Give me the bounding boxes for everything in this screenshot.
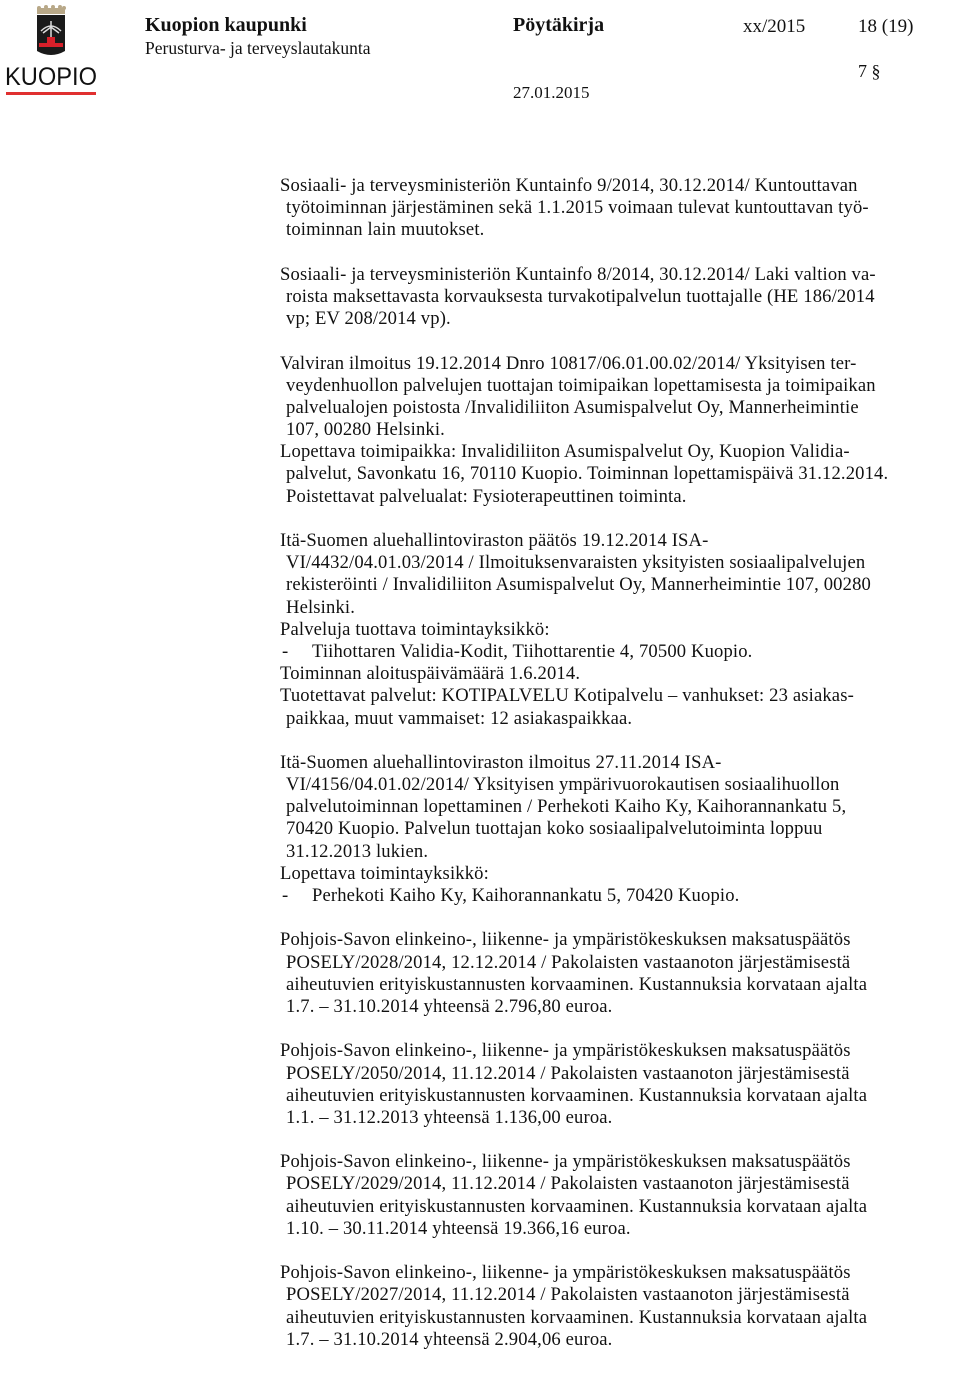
line-text: aiheutuvien erityiskustannusten korvaaminen. Kustannuksia korvataan ajalta	[286, 973, 868, 995]
text-line	[280, 774, 960, 796]
line-text: aiheutuvien erityiskustannusten korvaaminen. Kustannuksia korvataan ajalta	[286, 1195, 868, 1217]
line-text: Tiihottaren Validia-Kodit, Tiihottarentie 4, 70500 Kuopio.	[312, 640, 753, 662]
document-body	[280, 175, 960, 1373]
line-text: Sosiaali- ja terveysministeriön Kuntainfo 9/2014, 30.12.2014/ Kuntouttavan	[280, 175, 858, 196]
text-line	[280, 219, 960, 241]
paragraph	[280, 1040, 960, 1129]
text-line	[280, 419, 960, 441]
line-text: 31.12.2013 lukien.	[286, 840, 429, 862]
line-text: 1.10. – 30.11.2014 yhteensä 19.366,16 euroa.	[286, 1217, 631, 1239]
line-text: POSELY/2028/2014, 12.12.2014 / Pakolaisten vastaanoton järjestämisestä	[286, 951, 851, 973]
document-number: xx/2015	[743, 16, 806, 37]
paragraph	[280, 530, 960, 730]
text-line	[280, 1218, 960, 1240]
paragraph	[280, 175, 960, 242]
line-text: VI/4432/04.01.03/2014 / Ilmoituksenvaraisten yksityisten sosiaalipalvelujen	[286, 552, 866, 574]
text-line	[280, 1196, 960, 1218]
line-text: Helsinki.	[286, 596, 356, 618]
text-line	[280, 1040, 960, 1062]
line-text: Tuotettavat palvelut: KOTIPALVELU Kotipalvelu – vanhukset: 23 asiakas-	[280, 685, 854, 707]
paragraph	[280, 752, 960, 907]
text-line	[280, 818, 960, 840]
text-line	[280, 752, 960, 774]
list-dash: -	[282, 885, 289, 906]
text-line	[280, 1151, 960, 1173]
list-dash: -	[282, 640, 289, 662]
paragraph	[280, 1151, 960, 1240]
text-line	[280, 286, 960, 308]
list-item	[280, 641, 960, 663]
line-text: Lopettava toimipaikka: Invalidiliiton Asumispalvelut Oy, Kuopion Validia-	[280, 441, 850, 463]
text-line	[280, 1329, 960, 1351]
line-text: 1.7. – 31.10.2014 yhteensä 2.904,06 euroa.	[286, 1328, 613, 1350]
text-line	[280, 353, 960, 375]
text-line	[280, 708, 960, 730]
line-text: Pohjois-Savon elinkeino-, liikenne- ja ympäristökeskuksen maksatuspäätös	[280, 1262, 851, 1284]
text-line	[280, 619, 960, 641]
line-text: POSELY/2029/2014, 11.12.2014 / Pakolaisten vastaanoton järjestämisestä	[286, 1173, 850, 1195]
line-text: Sosiaali- ja terveysministeriön Kuntainfo 8/2014, 30.12.2014/ Laki valtion va-	[280, 263, 876, 285]
line-text: vp; EV 208/2014 vp).	[286, 308, 451, 330]
paragraph	[280, 1262, 960, 1351]
organization-name: Kuopion kaupunki	[145, 14, 307, 36]
text-line	[280, 796, 960, 818]
line-text: veydenhuollon palvelujen tuottajan toimipaikan lopettamisesta ja toimipaikan	[286, 374, 876, 396]
text-line	[280, 441, 960, 463]
text-line	[280, 1085, 960, 1107]
coat-of-arms-icon	[37, 5, 66, 55]
text-line	[280, 463, 960, 485]
text-line	[280, 863, 960, 885]
text-line	[280, 397, 960, 419]
line-text: palvelualojen poistosta /Invalidiliiton Asumispalvelut Oy, Mannerheimintie	[286, 396, 859, 418]
line-text: Itä-Suomen aluehallintoviraston päätös 19.12.2014 ISA-	[280, 530, 709, 551]
text-line	[280, 1173, 960, 1195]
text-line	[280, 597, 960, 619]
text-line	[280, 1107, 960, 1129]
text-line	[280, 974, 960, 996]
line-text: Poistettavat palvelualat: Fysioterapeuttinen toiminta.	[286, 485, 687, 507]
line-text: aiheutuvien erityiskustannusten korvaaminen. Kustannuksia korvataan ajalta	[286, 1306, 868, 1328]
text-line	[280, 1284, 960, 1306]
text-line	[280, 264, 960, 286]
line-text: POSELY/2050/2014, 11.12.2014 / Pakolaisten vastaanoton järjestämisestä	[286, 1062, 850, 1084]
line-text: Toiminnan aloituspäivämäärä 1.6.2014.	[280, 663, 581, 685]
line-text: Pohjois-Savon elinkeino-, liikenne- ja ympäristökeskuksen maksatuspäätös	[280, 1040, 851, 1062]
page-number: 18 (19)	[858, 16, 914, 37]
text-line	[280, 530, 960, 552]
line-text: 70420 Kuopio. Palvelun tuottajan koko sosiaalipalvelutoiminta loppuu	[286, 818, 823, 840]
line-text: Perhekoti Kaiho Ky, Kaihorannankatu 5, 70420 Kuopio.	[312, 885, 740, 906]
text-line	[280, 841, 960, 863]
line-text: palvelutoiminnan lopettaminen / Perhekoti Kaiho Ky, Kaihorannankatu 5,	[286, 796, 847, 818]
text-line	[280, 663, 960, 685]
line-text: Lopettava toimintayksikkö:	[280, 862, 489, 884]
text-line	[280, 996, 960, 1018]
kuopio-logo	[3, 3, 99, 99]
text-line	[280, 375, 960, 397]
line-text: Valviran ilmoitus 19.12.2014 Dnro 10817/06.01.00.02/2014/ Yksityisen ter-	[280, 352, 857, 374]
document-type: Pöytäkirja	[513, 14, 605, 36]
line-text: Palveluja tuottava toimintayksikkö:	[280, 618, 550, 640]
text-line	[280, 685, 960, 707]
line-text: paikkaa, muut vammaiset: 12 asiakaspaikkaa.	[286, 707, 633, 729]
line-text: aiheutuvien erityiskustannusten korvaaminen. Kustannuksia korvataan ajalta	[286, 1084, 868, 1106]
line-text: 1.1. – 31.12.2013 yhteensä 1.136,00 euroa.	[286, 1106, 613, 1128]
svg-text:KUOPIO: KUOPIO	[5, 63, 97, 91]
text-line	[280, 175, 960, 197]
text-line	[280, 1063, 960, 1085]
line-text: 107, 00280 Helsinki.	[286, 419, 445, 441]
line-text: Itä-Suomen aluehallintoviraston ilmoitus 27.11.2014 ISA-	[280, 751, 722, 773]
section-number: 7 §	[858, 61, 881, 81]
text-line	[280, 1307, 960, 1329]
board-name: Perusturva- ja terveyslautakunta	[145, 38, 371, 58]
line-text: rekisteröinti / Invalidiliiton Asumispalvelut Oy, Mannerheimintie 107, 00280	[286, 574, 871, 596]
text-line	[280, 929, 960, 951]
line-text: Pohjois-Savon elinkeino-, liikenne- ja ympäristökeskuksen maksatuspäätös	[280, 1151, 851, 1173]
text-line	[280, 308, 960, 330]
line-text: toiminnan lain muutokset.	[286, 219, 485, 241]
meeting-date: 27.01.2015	[513, 83, 590, 102]
line-text: roista maksettavasta korvauksesta turvakotipalvelun tuottajalle (HE 186/2014	[286, 285, 875, 307]
text-line	[280, 952, 960, 974]
text-line	[280, 197, 960, 219]
list-item	[280, 885, 960, 907]
line-text: Pohjois-Savon elinkeino-, liikenne- ja ympäristökeskuksen maksatuspäätös	[280, 929, 851, 951]
text-line	[280, 552, 960, 574]
line-text: palvelut, Savonkatu 16, 70110 Kuopio. Toiminnan lopettamispäivä 31.12.2014.	[286, 463, 889, 485]
text-line	[280, 486, 960, 508]
line-text: VI/4156/04.01.02/2014/ Yksityisen ympärivuorokautisen sosiaalihuollon	[286, 774, 840, 796]
text-line	[280, 574, 960, 596]
paragraph	[280, 929, 960, 1018]
line-text: POSELY/2027/2014, 11.12.2014 / Pakolaisten vastaanoton järjestämisestä	[286, 1284, 850, 1306]
paragraph	[280, 264, 960, 331]
paragraph	[280, 353, 960, 508]
line-text: työtoiminnan järjestäminen sekä 1.1.2015 voimaan tulevat kuntouttavan työ-	[286, 197, 869, 219]
text-line	[280, 1262, 960, 1284]
line-text: 1.7. – 31.10.2014 yhteensä 2.796,80 euroa.	[286, 995, 613, 1017]
